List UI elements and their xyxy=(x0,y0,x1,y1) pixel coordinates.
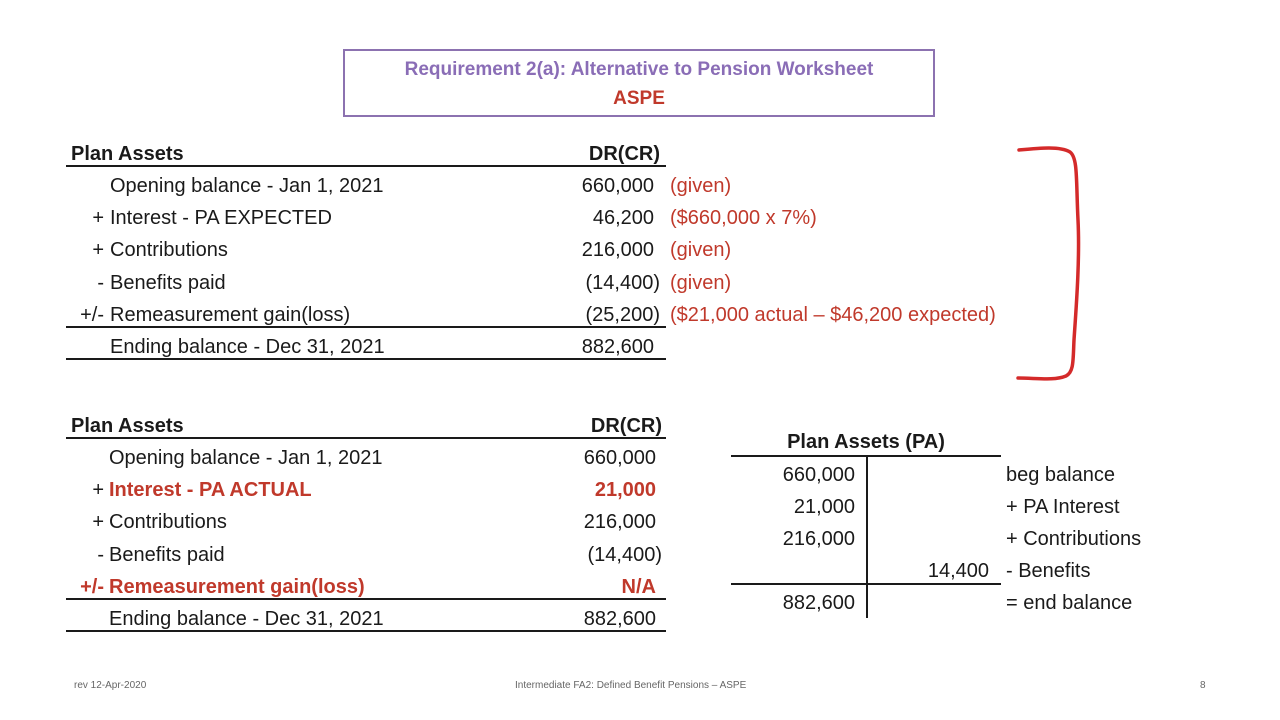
row-amount-highlight: N/A xyxy=(621,576,656,598)
table-row xyxy=(66,169,732,201)
table-header-amount: DR(CR) xyxy=(590,415,662,437)
row-label: Contributions xyxy=(110,239,228,261)
row-note: ($21,000 actual – $46,200 expected) xyxy=(670,304,996,326)
bracket-stroke xyxy=(1018,148,1079,379)
subtotal-rule xyxy=(66,598,666,600)
table-row xyxy=(66,473,666,505)
row-label: Benefits paid xyxy=(110,272,226,294)
t-debit: 21,000 xyxy=(793,496,855,518)
total-rule xyxy=(66,358,666,360)
row-amount: (14,400) xyxy=(585,272,660,294)
table-row xyxy=(66,505,666,537)
row-label: Remeasurement gain(loss) xyxy=(110,304,351,326)
t-account-balance-rule xyxy=(731,583,1001,585)
row-sign: + xyxy=(92,207,104,229)
row-label: Opening balance - Jan 1, 2021 xyxy=(109,447,383,469)
footer-page-number: 8 xyxy=(1200,680,1206,691)
ending-amount: 882,600 xyxy=(581,336,654,358)
table-header-label: Plan Assets xyxy=(71,143,184,165)
row-note: ($660,000 x 7%) xyxy=(670,207,817,229)
slide-subtitle: ASPE xyxy=(613,88,665,109)
row-label: Contributions xyxy=(109,511,227,533)
table-row xyxy=(66,441,666,473)
slide-title-box xyxy=(343,49,935,117)
t-debit: 660,000 xyxy=(782,464,855,486)
row-sign-highlight: +/- xyxy=(80,576,104,598)
t-description: + PA Interest xyxy=(1006,496,1120,518)
row-note: (given) xyxy=(670,175,732,197)
row-amount: 46,200 xyxy=(592,207,654,229)
row-sign: - xyxy=(97,272,104,294)
row-amount: (14,400) xyxy=(587,544,662,566)
t-description: - Benefits xyxy=(1006,560,1091,582)
t-account-row xyxy=(731,522,1171,554)
row-amount-highlight: 21,000 xyxy=(594,479,656,501)
ending-amount: 882,600 xyxy=(583,608,656,630)
row-sign: + xyxy=(92,479,104,501)
plan-assets-table-actual xyxy=(66,409,666,634)
t-debit: 216,000 xyxy=(782,528,855,550)
row-sign: +/- xyxy=(80,304,104,326)
row-note: (given) xyxy=(670,239,732,261)
table-row xyxy=(66,233,732,265)
header-rule xyxy=(66,165,666,167)
subtotal-rule xyxy=(66,326,666,328)
row-label: Interest - PA EXPECTED xyxy=(110,207,332,229)
t-account xyxy=(731,425,1171,625)
total-rule xyxy=(66,630,666,632)
table-row xyxy=(66,266,732,298)
table-header-label: Plan Assets xyxy=(71,415,184,437)
slide-title: Requirement 2(a): Alternative to Pension Worksheet xyxy=(404,59,874,80)
row-amount: 216,000 xyxy=(583,511,656,533)
t-account-row xyxy=(731,554,1171,586)
row-sign: + xyxy=(92,239,104,261)
t-description: beg balance xyxy=(1006,464,1115,486)
footer-course-title: Intermediate FA2: Defined Benefit Pensions – ASPE xyxy=(515,680,747,691)
bracket-annotation xyxy=(1010,140,1090,390)
row-note: (given) xyxy=(670,272,732,294)
t-description: = end balance xyxy=(1006,592,1133,614)
row-label-highlight: Remeasurement gain(loss) xyxy=(109,576,365,598)
t-credit: 14,400 xyxy=(927,560,989,582)
row-label: Benefits paid xyxy=(109,544,225,566)
row-amount: 660,000 xyxy=(581,175,654,197)
row-sign: - xyxy=(97,544,104,566)
t-account-row xyxy=(731,490,1171,522)
footer-revision: rev 12-Apr-2020 xyxy=(74,680,147,691)
t-account-row xyxy=(731,586,1171,618)
t-debit: 882,600 xyxy=(782,592,855,614)
t-account-row xyxy=(731,458,1171,490)
row-amount: 216,000 xyxy=(581,239,654,261)
row-label-highlight: Interest - PA ACTUAL xyxy=(109,479,312,501)
table-header-amount: DR(CR) xyxy=(588,143,660,165)
plan-assets-table-expected xyxy=(66,137,996,362)
table-row xyxy=(66,201,817,233)
row-sign: + xyxy=(92,511,104,533)
header-rule xyxy=(66,437,666,439)
ending-label: Ending balance - Dec 31, 2021 xyxy=(110,336,385,358)
row-label: Opening balance - Jan 1, 2021 xyxy=(110,175,384,197)
t-account-title: Plan Assets (PA) xyxy=(787,431,945,453)
table-row xyxy=(66,538,666,570)
row-amount: 660,000 xyxy=(583,447,656,469)
row-amount: (25,200) xyxy=(585,304,660,326)
ending-label: Ending balance - Dec 31, 2021 xyxy=(109,608,384,630)
t-description: + Contributions xyxy=(1006,528,1142,550)
